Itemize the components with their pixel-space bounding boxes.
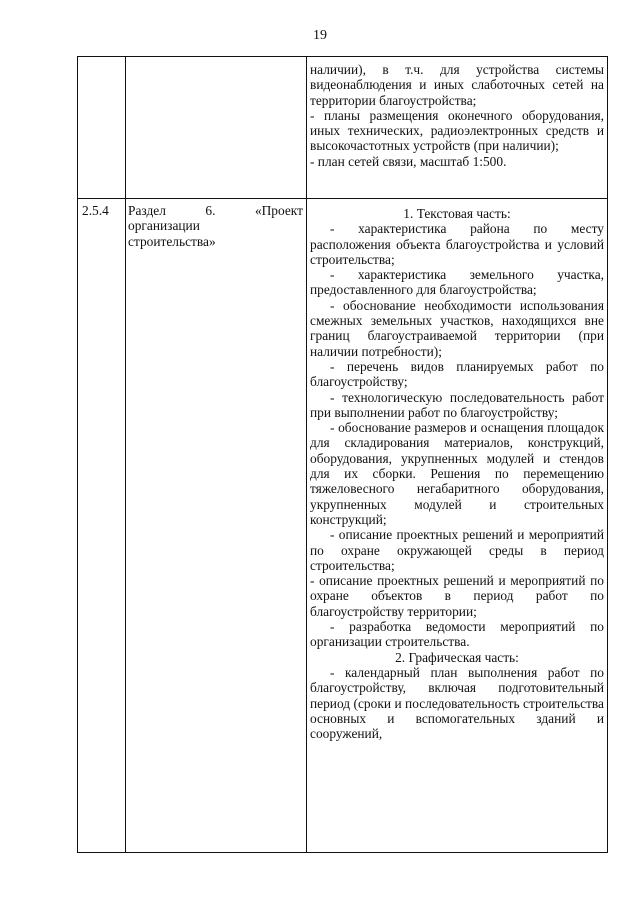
section-heading: 1. Текстовая часть:: [403, 206, 511, 221]
title-word: строительства»: [128, 233, 216, 249]
row-number: 2.5.4: [82, 203, 109, 218]
content-paragraph: - характеристика района по месту расположения объекта благоустройства и условий строительства;: [310, 221, 604, 267]
content-paragraph: - описание проектных решений и мероприятий по охране окружающей среды в период строительства;: [310, 527, 604, 573]
requirements-table: [77, 56, 608, 853]
continuation-paragraph: - план сетей связи, масштаб 1:500.: [310, 153, 507, 169]
title-word: 6.: [205, 203, 216, 218]
content-paragraph: - описание проектных решений и мероприятий по охране объектов в период работ по благоустройству территории;: [310, 573, 604, 619]
column-divider: [125, 57, 126, 852]
content-paragraph: - разработка ведомости мероприятий по организации строительства.: [310, 619, 604, 650]
page-number: 19: [313, 28, 327, 43]
content-paragraph: - обоснование размеров и оснащения площадок для складирования материалов, конструкций, оборудования, укрупненных модулей и стендов для их сборки. Решения по перемещению тяжеловесного негабаритного оборудования, укрупненных модулей и строительных конструкций;: [310, 420, 604, 527]
title-word: организации: [128, 218, 200, 234]
section-heading: 2. Графическая часть:: [395, 649, 519, 665]
row-content: [310, 206, 604, 741]
title-word: «Проект: [254, 203, 303, 218]
continuation-cell: [310, 62, 604, 169]
continuation-paragraph: - планы размещения оконечного оборудования, иных технических, радиоэлектронных средств и высокочастотных устройств (при наличии);: [310, 107, 604, 154]
content-paragraph: - перечень видов планируемых работ по благоустройству;: [310, 358, 604, 390]
row-title: [128, 203, 303, 249]
continuation-paragraph: наличии), в т.ч. для устройства системы видеонаблюдения и иных слаботочных сетей на территории благоустройства;: [310, 62, 604, 108]
content-paragraph: - технологическую последовательность работ при выполнении работ по благоустройству;: [310, 389, 604, 420]
column-divider: [306, 57, 307, 852]
title-word: Раздел: [128, 203, 166, 218]
row-divider: [78, 198, 607, 199]
content-paragraph: - обоснование необходимости использования смежных земельных участков, находящихся вне границ благоустраиваемой территории (при наличии потребности);: [310, 297, 604, 359]
content-paragraph: - характеристика земельного участка, предоставленного для благоустройства;: [310, 267, 604, 298]
content-paragraph: - календарный план выполнения работ по благоустройству, включая подготовительный период (сроки и последовательность строительства основных и вспомогательных зданий и сооружений,: [310, 664, 604, 742]
